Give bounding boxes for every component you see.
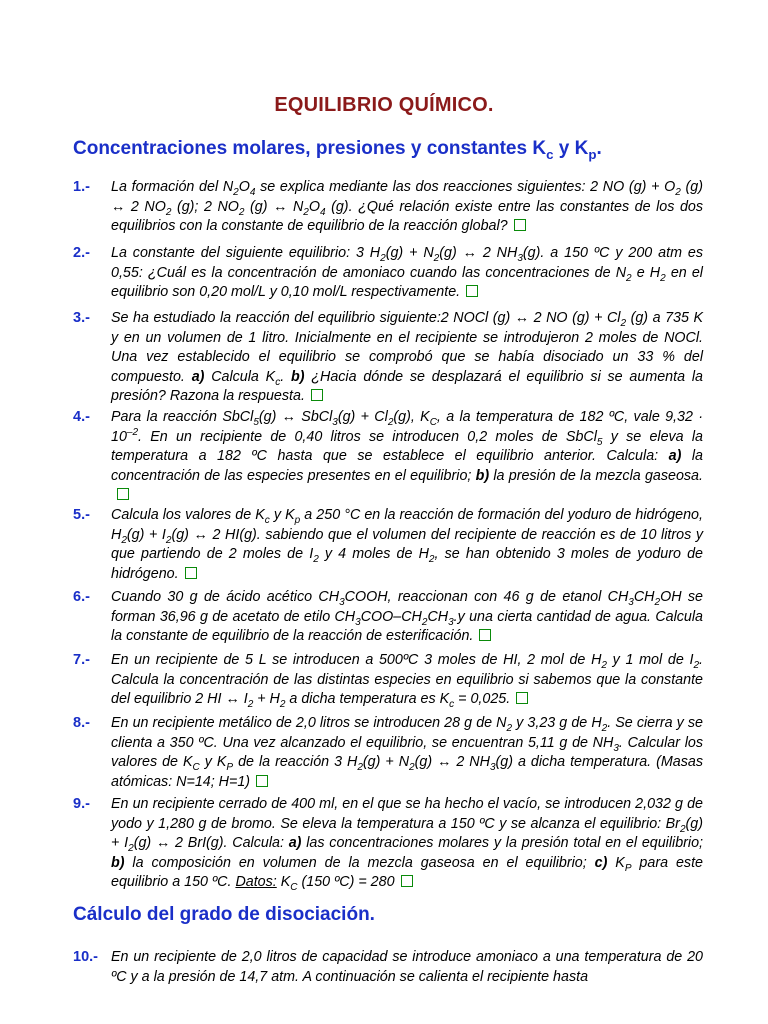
problem-number: 8.- <box>73 715 90 731</box>
problem-number: 5.- <box>73 507 90 523</box>
problem-number: 1.- <box>73 179 90 195</box>
problem-text: Se ha estudiado la reacción del equilibrio siguiente:2 NOCl (g) ↔ 2 NO $(g) + Cl_2$ (g) a 735 K y en un volumen de 1 litro. Inicialmente en el recipiente se introdujeron 2 moles de NOCl. Una vez establecido el equilibrio se comprobó que se había disociado un 33 % del compuesto. a) Calcula $K_c$. b) ¿Hacia dónde se desplazará el equilibrio si se aumenta la presión? Razona la respuesta. <box>111 310 703 404</box>
solution-checkbox-icon[interactable] <box>479 629 491 641</box>
problem-text: La formación del $N_2O_4$ se explica mediante las dos reacciones siguientes: 2 NO $(g) + O_2$ (g) ↔ 2 $NO_2$ (g); 2 $NO_2$ (g) ↔ $N_2O_4$ (g). ¿Qué relación existe entre las constantes de los dos equilibrios con la constante de equilibrio de la reacción global? <box>111 179 704 234</box>
problem-number: 10.- <box>73 949 98 965</box>
problem-text: En un recipiente de 2,0 litros de capacidad se introduce amoniaco a una temperatura de 20 ºC y a la presión de 14,7 atm. A continuación se calienta el recipiente hasta <box>111 949 703 985</box>
solution-checkbox-icon[interactable] <box>466 285 478 297</box>
section-heading-concentraciones: Concentraciones molares, presiones y constantes $K_c$ y $K_p$. <box>73 138 602 162</box>
solution-checkbox-icon[interactable] <box>311 389 323 401</box>
problem-number: 9.- <box>73 796 90 812</box>
problem-number: 3.- <box>73 310 90 326</box>
problem-9 <box>73 795 703 893</box>
problem-6 <box>73 588 703 647</box>
solution-checkbox-icon[interactable] <box>516 692 528 704</box>
problem-text: En un recipiente metálico de 2,0 litros se introducen 28 g de $N_2$ y 3,23 g de $H_2$. Se cierra y se clienta a 350 ºC. Una vez alcanzado el equilibrio, se encuentran 5,11 g de $NH_3$. Calcular los valores de $K_C$ y $K_P$ de la reacción 3 $H_2(g) + N_2(g)$ ↔ 2 $NH_3(g)$ a dicha temperatura. (Masas atómicas: N=14; H=1) <box>111 715 703 790</box>
problem-10 <box>73 948 703 987</box>
section-heading-disociacion: Cálculo del grado de disociación. <box>73 904 375 925</box>
solution-checkbox-icon[interactable] <box>256 775 268 787</box>
solution-checkbox-icon[interactable] <box>514 219 526 231</box>
solution-checkbox-icon[interactable] <box>185 567 197 579</box>
problem-text: En un recipiente cerrado de 400 ml, en el que se ha hecho el vacío, se introducen 2,032 g de yodo y 1,280 g de bromo. Se eleva la temperatura a 150 ºC y se alcanza el equilibrio: $Br_2(g) + I_2(g)$ ↔ 2 BrI(g). Calcula: a) las concentraciones molares y la presión total en el equilibrio; b) la composición en volumen de la mezcla gaseosa en el equilibrio; c) $K_P$ para este equilibrio a 150 ºC. Datos: $K_C$ (150 ºC) = 280 <box>111 796 704 893</box>
problem-3 <box>73 309 703 407</box>
problem-8 <box>73 714 703 792</box>
problem-number: 4.- <box>73 409 90 425</box>
problem-number: 6.- <box>73 589 90 605</box>
problem-text: Para la reacción SbCl$_5$(g) ↔ SbCl$_3$(g) + $Cl_2(g)$, $K_C$, a la temperatura de 182 ºC, vale $9,32 \cdot 10^{-2}$. En un recipiente de 0,40 litros se introducen 0,2 moles de SbCl$_5$ y se eleva la temperatura a 182 ºC hasta que se establece el equilibrio anterior. Calcula: a) la concentración de las especies presentes en el equilibrio; b) la presión de la mezcla gaseosa. <box>111 408 703 506</box>
problem-text: Cuando 30 g de ácido acético $CH_3COOH$, reaccionan con 46 g de etanol $CH_3CH_2OH$ se forman 36,96 g de acetato de etilo $CH_3COO-CH_2CH_3.y$ una cierta cantidad de agua. Calcula la constante de equilibrio de la reacción de esterificación. <box>111 589 703 644</box>
problem-text: En un recipiente de 5 L se introducen a 500ºC 3 moles de HI, 2 mol de $H_2$ y 1 mol de $I_2$. Calcula la concentración de las distintas especies en equilibrio si sabemos que la constante del equilibrio 2 HI ↔ $I_2 + H_2$ a dicha temperatura es $K_c = 0,025$. <box>111 652 703 710</box>
problem-4 <box>73 408 703 506</box>
problem-number: 7.- <box>73 652 90 668</box>
problem-number: 2.- <box>73 245 90 261</box>
problem-2 <box>73 244 703 303</box>
problem-1 <box>73 178 703 237</box>
problem-text: La constante del siguiente equilibrio: 3 $H_2(g) + N_2(g)$ ↔ 2 $NH_3(g)$. a 150 ºC y 200 atm es 0,55: ¿Cuál es la concentración de amoniaco cuando las concentraciones de $N_2$ e $H_2$ en el equilibrio son 0,20 mol/L y 0,10 mol/L respectivamente. <box>111 245 703 300</box>
problem-5 <box>73 506 703 584</box>
solution-checkbox-icon[interactable] <box>117 488 129 500</box>
page-title: EQUILIBRIO QUÍMICO. <box>274 94 494 116</box>
solution-checkbox-icon[interactable] <box>401 875 413 887</box>
problem-7 <box>73 651 703 710</box>
problem-text: Calcula los valores de $K_c$ y $K_p$ a 250 °C en la reacción de formación del yoduro de hidrógeno, $H_2(g) + I_2(g)$ ↔ 2 HI(g). sabiendo que el volumen del recipiente de reacción es de 10 litros y que partiendo de 2 moles de $I_2$ y 4 moles de $H_2$, se han obtenido 3 moles de yoduro de hidrógeno. <box>111 507 703 582</box>
